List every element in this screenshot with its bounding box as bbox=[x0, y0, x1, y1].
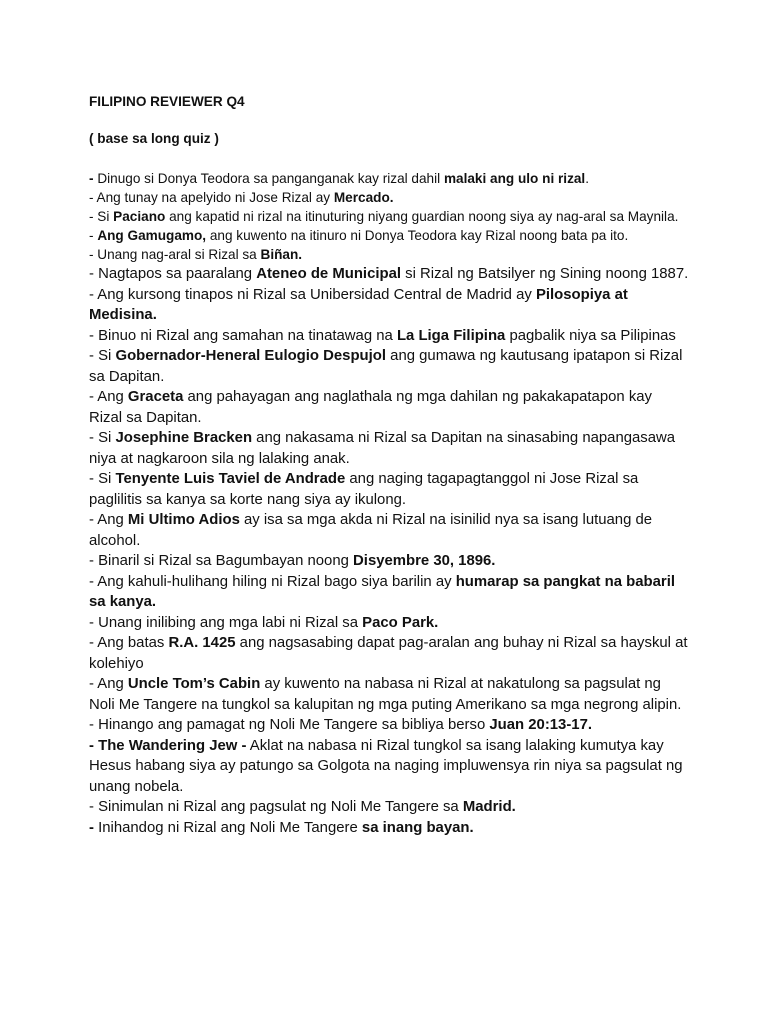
text-run: pagbalik niya sa Pilipinas bbox=[505, 327, 676, 344]
bold-text: Disyembre 30, 1896. bbox=[353, 553, 496, 569]
reviewer-item bbox=[89, 428, 689, 469]
reviewer-item bbox=[89, 633, 689, 674]
bold-text: sa inang bayan. bbox=[361, 819, 474, 836]
bold-text: Tenyente Luis Taviel de Andrade bbox=[115, 471, 346, 487]
text-run: ang naging tagapagtanggol ni Jose Rizal sa paglilitis sa kanya sa korte nang siya ay ikulong. bbox=[89, 471, 639, 508]
bold-text: - bbox=[89, 171, 98, 186]
text-run: - Ang bbox=[89, 676, 128, 692]
bold-text: Graceta bbox=[127, 389, 184, 405]
text-run: - Unang nag-aral si Rizal sa bbox=[89, 247, 261, 262]
text-run: - Si bbox=[89, 348, 116, 364]
bold-text: Madrid. bbox=[462, 799, 516, 815]
text-run: ang nakasama ni Rizal sa Dapitan na sinasabing napangasawa niya at nagkaroon sila ng lalaking anak. bbox=[89, 430, 676, 467]
bold-text: - The Wandering Jew - bbox=[89, 737, 247, 754]
reviewer-item bbox=[89, 818, 689, 839]
text-run: ay isa sa mga akda ni Rizal na isinilid nya sa isang lutuang de alcohol. bbox=[89, 512, 653, 549]
bold-text: Ang Gamugamo, bbox=[97, 228, 207, 243]
text-run: si Rizal ng Batsilyer ng Sining noong 1887. bbox=[401, 266, 689, 282]
text-run: - Ang batas bbox=[89, 635, 169, 651]
text-run: - Sinimulan ni Rizal ang pagsulat ng Noli Me Tangere sa bbox=[89, 799, 463, 815]
bold-text: Uncle Tom’s Cabin bbox=[127, 676, 261, 692]
text-run: ang nagsasabing dapat pag-aralan ang buhay ni Rizal sa hayskul at kolehiyo bbox=[89, 635, 688, 672]
text-run: - Hinango ang pamagat ng Noli Me Tangere sa bibliya berso bbox=[89, 717, 490, 733]
text-run: - Binuo ni Rizal ang samahan na tinatawag na bbox=[89, 327, 397, 344]
document-subtitle: ( base sa long quiz ) bbox=[89, 131, 219, 146]
reviewer-item bbox=[89, 572, 689, 613]
text-run: - Si bbox=[89, 471, 116, 487]
reviewer-item bbox=[89, 736, 689, 798]
text-run: Aklat na nabasa ni Rizal tungkol sa isang lalaking kumutya kay Hesus habang siya ay patungo sa Golgota na naging impluwensya rin niya sa pagsulat ng unang nobela. bbox=[89, 737, 683, 795]
text-run: - Si bbox=[89, 209, 114, 224]
reviewer-item bbox=[89, 551, 689, 572]
bold-text: Gobernador-Heneral Eulogio Despujol bbox=[115, 348, 387, 364]
document-page bbox=[89, 94, 689, 838]
text-run: - Ang bbox=[89, 389, 128, 405]
bold-text: Mi Ultimo Adios bbox=[127, 512, 240, 528]
text-run: - bbox=[89, 228, 98, 243]
reviewer-item bbox=[89, 346, 689, 387]
bold-text: humarap sa pangkat na babaril sa kanya. bbox=[89, 573, 675, 610]
text-run: ang pahayagan ang naglathala ng mga dahilan ng pakakapatapon kay Rizal sa Dapitan. bbox=[89, 389, 652, 426]
reviewer-item bbox=[89, 613, 689, 634]
bold-text: Mercado. bbox=[333, 190, 394, 205]
text-run: - Unang inilibing ang mga labi ni Rizal sa bbox=[89, 614, 363, 631]
reviewer-item bbox=[89, 285, 689, 326]
bold-text: Ateneo de Municipal bbox=[256, 266, 402, 282]
text-run: - Ang kahuli-hulihang hiling ni Rizal bago siya barilin ay bbox=[89, 573, 456, 590]
document-title: FILIPINO REVIEWER Q4 bbox=[89, 94, 245, 109]
reviewer-item bbox=[89, 715, 689, 736]
bold-text: Juan 20:13-17. bbox=[489, 717, 592, 733]
bold-text: Pilosopiya at Medisina. bbox=[89, 286, 628, 323]
reviewer-item bbox=[89, 169, 689, 188]
bold-text: malaki ang ulo ni rizal bbox=[443, 171, 586, 186]
text-run: Dinugo si Donya Teodora sa panganganak kay rizal dahil bbox=[97, 171, 444, 186]
text-run: - Ang tunay na apelyido ni Jose Rizal ay bbox=[89, 190, 334, 205]
text-run: ang kapatid ni rizal na itinuturing niyang guardian noong siya ay nag-aral sa Maynila. bbox=[165, 209, 679, 224]
text-run: . bbox=[585, 171, 589, 186]
text-run: ang gumawa ng kautusang ipatapon si Rizal sa Dapitan. bbox=[89, 348, 683, 385]
text-run: - Nagtapos sa paaralang bbox=[89, 266, 257, 282]
reviewer-item bbox=[89, 797, 689, 818]
bold-text: Josephine Bracken bbox=[115, 430, 253, 446]
bold-text: Biñan. bbox=[260, 247, 303, 262]
text-run: Inihandog ni Rizal ang Noli Me Tangere bbox=[98, 819, 362, 836]
reviewer-item bbox=[89, 469, 689, 510]
text-run: ang kuwento na itinuro ni Donya Teodora kay Rizal noong bata pa ito. bbox=[206, 228, 629, 243]
bold-text: Paciano bbox=[113, 209, 166, 224]
reviewer-item bbox=[89, 264, 689, 285]
text-run: - Binaril si Rizal sa Bagumbayan noong bbox=[89, 553, 354, 569]
reviewer-item bbox=[89, 326, 689, 347]
text-run: ay kuwento na nabasa ni Rizal at nakatulong sa pagsulat ng Noli Me Tangere na tungkol sa kalupitan ng mga puting Amerikano sa mga negrong alipin. bbox=[89, 676, 682, 713]
reviewer-item bbox=[89, 226, 689, 245]
text-run: - Ang bbox=[89, 512, 128, 528]
reviewer-list bbox=[89, 169, 689, 838]
bold-text: Paco Park. bbox=[362, 614, 439, 631]
text-run: - Si bbox=[89, 430, 116, 446]
reviewer-item bbox=[89, 188, 689, 207]
bold-text: - bbox=[89, 819, 99, 836]
bold-text: R.A. 1425 bbox=[168, 635, 236, 651]
reviewer-item bbox=[89, 674, 689, 715]
bold-text: La Liga Filipina bbox=[396, 327, 506, 344]
reviewer-item bbox=[89, 510, 689, 551]
text-run: - Ang kursong tinapos ni Rizal sa Unibersidad Central de Madrid ay bbox=[89, 286, 536, 303]
reviewer-item bbox=[89, 245, 689, 264]
reviewer-item bbox=[89, 207, 689, 226]
reviewer-item bbox=[89, 387, 689, 428]
